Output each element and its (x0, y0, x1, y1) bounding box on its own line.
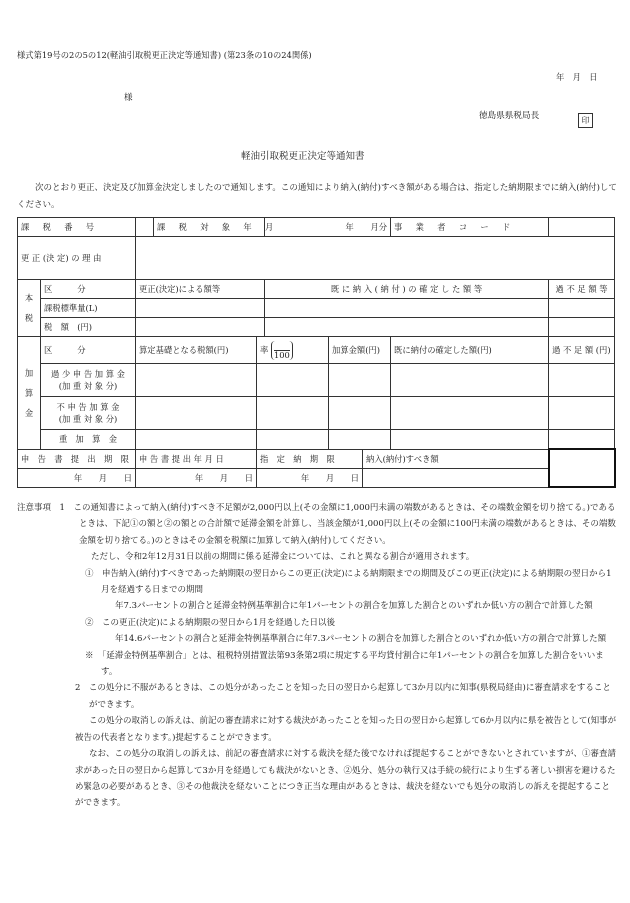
row-heavy-label: 重 加 算 金 (41, 430, 136, 450)
note-1-text: 1 この通知書によって納入(納付)すべき不足額が2,000円以上(その金額に1,000円未満の端数があるときは、その端数金額を切り捨てる。)であるときは、下記①の額と②の額との合計額で延滞金額を計算し、当該金額が1,000円以上(その金額に100円未満の端数があるときは、その端数金額を切り捨てる。)のときはその金額を税額に加算して納入(納付)してください。 (59, 503, 616, 546)
notes-section (17, 500, 617, 812)
row-heavy-penalty (329, 430, 391, 450)
due-value: 年 月 日 (257, 468, 363, 487)
row-tax-base-diff (549, 299, 615, 318)
business-code-label: 事 業 者 コ ー ド (391, 218, 549, 237)
issuer: 徳島県県税局長 (479, 111, 540, 121)
row-nonfiling-diff (549, 397, 615, 430)
sec2-kubun: 区 分 (41, 337, 136, 364)
row-tax-base-amount (136, 299, 265, 318)
reason-label: 更 正 (決 定) の 理 由 (18, 237, 136, 280)
note-1-item-2: ② この更正(決定)による納期限の翌日から1月を経過した日以後 (85, 617, 336, 628)
note-1-item-1-detail: 年7.3パーセントの割合と延滞金特例基準割合に年1パーセントの割合を加算した割合とのいずれか低い方の割合で計算した額 (115, 601, 593, 612)
row-underreport-confirmed (391, 364, 549, 397)
deadline-label: 申 告 書 提 出 期 限 (18, 449, 136, 468)
addressee-suffix: 様 (124, 93, 133, 103)
row-nonfiling-base (136, 397, 257, 430)
sec1-amount-header: 更正(決定)による額等 (136, 280, 265, 299)
row-nonfiling-penalty (329, 397, 391, 430)
row-heavy-confirmed (391, 430, 549, 450)
rate-label: 率 (260, 344, 269, 355)
form-number: 様式第19号の2の5の12(軽油引取税更正決定等通知書) (第23条の10の24関係) (17, 50, 312, 60)
row-underreport-line1: 過 少 申 告 加 算 金 (51, 369, 125, 379)
row-underreport-rate (257, 364, 329, 397)
notes-lead: 注意事項 (17, 503, 52, 513)
note-1-item-1: ① 申告納入(納付)すべきであった納期限の翌日からこの更正(決定)による納期限までの期間及びこの更正(決定)による納期限の翌日から1月を経過する日までの期間 (85, 568, 612, 596)
row-underreport-base (136, 364, 257, 397)
row-tax-amount-amount (136, 318, 265, 337)
row-nonfiling-rate (257, 397, 329, 430)
submit-date-value: 年 月 日 (136, 468, 257, 487)
sec1-diff-header: 過 不 足 額 等 (549, 280, 615, 299)
payable-value (363, 468, 549, 487)
seal-text: 印 (578, 113, 593, 128)
intro-text: 次のとおり更正、決定及び加算金決定しましたので通知します。この通知により納入(納付)すべき額がある場合は、指定した納期限までに納入(納付)してください。 (17, 183, 617, 210)
sec2-confirmed-header: 既に納付の確定した額(円) (391, 337, 549, 364)
row-nonfiling-label (41, 397, 136, 430)
payable-label: 納入(納付)すべき額 (363, 449, 549, 468)
sec1-kubun: 区 分 (41, 280, 136, 299)
note-1-item-2-detail: 年14.6パーセントの割合と延滞金特例基準割合に年7.3パーセントの割合を加算した割合とのいずれか低い方の割合で計算した額 (115, 634, 607, 645)
row-tax-amount-label: 税 額 (円) (41, 318, 136, 337)
document-title: 軽油引取税更正決定等通知書 (241, 151, 365, 162)
note-1-footnote: ※ 「延滞金特例基準割合」とは、租税特別措置法第93条第2項に規定する平均貸付割合に年1パーセントの割合を加算した割合をいいます。 (85, 650, 604, 678)
row-underreport-diff (549, 364, 615, 397)
tax-number-label: 課 税 番 号 (18, 218, 136, 237)
row-tax-amount-diff (549, 318, 615, 337)
note-2: 2 この処分に不服があるときは、この処分があったことを知った日の翌日から起算して3か月以内に知事(県税局経由)に審査請求をすることができます。 (75, 683, 611, 710)
rate-denominator: 100 (273, 349, 290, 360)
tax-number-value (136, 218, 154, 237)
note-1-proviso: ただし、令和2年12月31日以前の期間に係る延滞金については、これと異なる割合が適用されます。 (91, 552, 475, 563)
row-tax-base-label: 課税標準量(L) (41, 299, 136, 318)
penalty-label: 加 算 金 (18, 337, 41, 450)
seal-mark (578, 108, 593, 128)
row-underreport-label (41, 364, 136, 397)
main-tax-label: 本 税 (18, 280, 41, 337)
row-heavy-base (136, 430, 257, 450)
row-tax-base-confirmed (265, 299, 549, 318)
period-label: 課 税 対 象 年 月 (154, 218, 265, 237)
note-1 (17, 500, 617, 549)
reason-value (136, 237, 615, 280)
period-value: 年 月分 (265, 218, 391, 237)
note-2-exception: なお、この処分の取消しの訴えは、前記の審査請求に対する裁決を経た後でなければ提起することができないとされていますが、①審査請求があった日の翌日から起算して3か月を経過しても裁決がないとき、②処分、処分の執行又は手続の続行により生ずる著しい損害を避けるため緊急の必要があるとき、③その他裁決を経ないことにつき正当な理由があるときは、裁決を経ないでも処分の取消しの訴えを提起することができます。 (75, 749, 617, 809)
row-heavy-diff (549, 430, 615, 450)
business-code-value (549, 218, 615, 237)
row-heavy-rate (257, 430, 329, 450)
issue-date: 年 月 日 (556, 72, 598, 82)
row-nonfiling-confirmed (391, 397, 549, 430)
sec2-penalty-header: 加算金額(円) (329, 337, 391, 364)
due-label: 指 定 納 期 限 (257, 449, 363, 468)
submit-date-label: 申 告 書 提 出 年 月 日 (136, 449, 257, 468)
row-nonfiling-line2: (加 重 対 象 分) (58, 414, 118, 424)
row-tax-amount-confirmed (265, 318, 549, 337)
sec2-diff-header: 過 不 足 額 (円) (549, 337, 615, 364)
rate-fraction (271, 341, 293, 360)
correction-form-table (17, 217, 616, 488)
row-nonfiling-line1: 不 申 告 加 算 金 (56, 402, 120, 412)
deadline-value: 年 月 日 (18, 468, 136, 487)
row-underreport-line2: (加 重 対 象 分) (58, 381, 118, 391)
sec1-confirmed-header: 既 に 納 入 ( 納 付 ) の 確 定 し た 額 等 (265, 280, 549, 299)
payable-amount-box (549, 449, 615, 487)
sec2-base-header: 算定基礎となる税額(円) (136, 337, 257, 364)
sec2-rate-header (257, 337, 329, 364)
note-2-lawsuit: この処分の取消しの訴えは、前記の審査請求に対する裁決があったことを知った日の翌日から起算して6か月以内に県を被告として(知事が被告の代表者となります。)提起することができます。 (75, 716, 617, 743)
row-underreport-penalty (329, 364, 391, 397)
